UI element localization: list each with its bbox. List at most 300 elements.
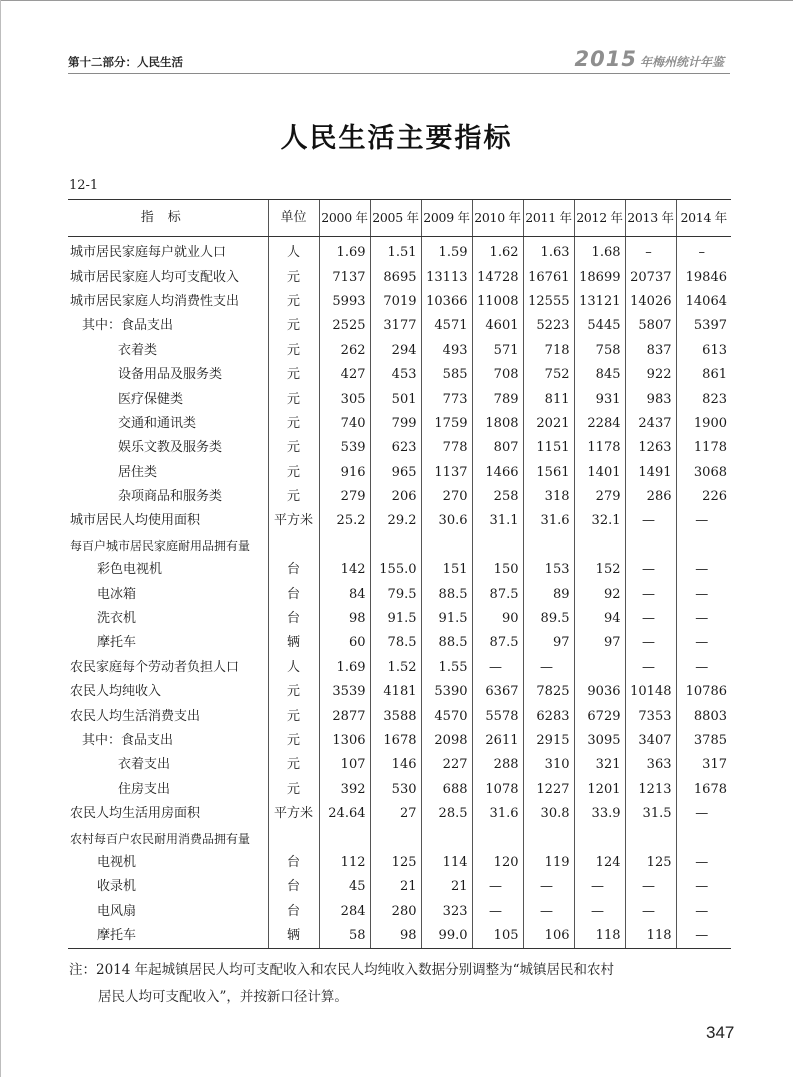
value-cell: 305 xyxy=(319,387,370,411)
value-cell: 1678 xyxy=(676,778,731,802)
value-cell xyxy=(574,826,625,850)
table-row xyxy=(68,237,731,266)
value-cell: 279 xyxy=(574,485,625,509)
unit-cell: 元 xyxy=(268,436,319,460)
table-row xyxy=(68,875,731,899)
value-cell: 288 xyxy=(472,753,523,777)
value-cell: — xyxy=(625,656,676,680)
value-cell: — xyxy=(676,656,731,680)
value-cell xyxy=(676,826,731,850)
value-cell: 1678 xyxy=(370,729,421,753)
value-cell: 90 xyxy=(472,607,523,631)
value-cell: 150 xyxy=(472,558,523,582)
indicator-label: 衣着支出 xyxy=(118,757,171,773)
value-cell: 32.1 xyxy=(574,509,625,533)
indicator-label: 电视机 xyxy=(97,854,137,870)
value-cell: 778 xyxy=(421,436,472,460)
indicator-label: 住房支出 xyxy=(118,781,171,797)
value-cell: 3407 xyxy=(625,729,676,753)
value-cell: 5993 xyxy=(319,290,370,314)
value-cell: 12555 xyxy=(523,290,574,314)
value-cell: — xyxy=(625,558,676,582)
table-row xyxy=(68,363,731,387)
unit-cell: 元 xyxy=(268,753,319,777)
unit-cell: 人 xyxy=(268,237,319,266)
value-cell xyxy=(625,534,676,558)
indicator-label: 城市居民人均使用面积 xyxy=(70,513,201,529)
value-cell: 983 xyxy=(625,387,676,411)
indicator-label: 城市居民家庭人均可支配收入 xyxy=(70,269,240,285)
value-cell: 227 xyxy=(421,753,472,777)
value-cell: 226 xyxy=(676,485,731,509)
table-row xyxy=(68,656,731,680)
value-cell: 2915 xyxy=(523,729,574,753)
header-year: 2009 年 xyxy=(421,200,472,237)
value-cell: — xyxy=(676,875,731,899)
value-cell: 7137 xyxy=(319,265,370,289)
indicator-label: 每百户城市居民家庭耐用品拥有量 xyxy=(70,538,251,553)
value-cell: 453 xyxy=(370,363,421,387)
value-cell: 284 xyxy=(319,900,370,924)
value-cell: 740 xyxy=(319,412,370,436)
value-cell: 279 xyxy=(319,485,370,509)
value-cell: 270 xyxy=(421,485,472,509)
value-cell: 33.9 xyxy=(574,802,625,826)
footnote xyxy=(69,957,734,1011)
value-cell: 11008 xyxy=(472,290,523,314)
unit-cell: 元 xyxy=(268,485,319,509)
unit-cell: 元 xyxy=(268,314,319,338)
value-cell: 58 xyxy=(319,924,370,949)
indicator-label: 电风扇 xyxy=(97,903,137,919)
table-row xyxy=(68,436,731,460)
value-cell: 206 xyxy=(370,485,421,509)
unit-cell xyxy=(268,826,319,850)
indicator-label: 医疗保健类 xyxy=(118,391,184,407)
unit-cell: 台 xyxy=(268,582,319,606)
value-cell: 1.52 xyxy=(370,656,421,680)
value-cell: 92 xyxy=(574,582,625,606)
value-cell: 21 xyxy=(370,875,421,899)
value-cell: 3177 xyxy=(370,314,421,338)
page-border-left xyxy=(0,0,1,1077)
value-cell: 1808 xyxy=(472,412,523,436)
value-cell: 2098 xyxy=(421,729,472,753)
header-year: 2005 年 xyxy=(370,200,421,237)
value-cell: — xyxy=(625,900,676,924)
value-cell: 845 xyxy=(574,363,625,387)
value-cell: 2611 xyxy=(472,729,523,753)
value-cell: 3068 xyxy=(676,461,731,485)
unit-cell: 元 xyxy=(268,387,319,411)
value-cell: 1.59 xyxy=(421,237,472,266)
value-cell: 119 xyxy=(523,851,574,875)
value-cell: 20737 xyxy=(625,265,676,289)
indicator-label: 彩色电视机 xyxy=(97,562,163,578)
value-cell: 1213 xyxy=(625,778,676,802)
value-cell: 98 xyxy=(370,924,421,949)
unit-cell: 人 xyxy=(268,656,319,680)
value-cell: 965 xyxy=(370,461,421,485)
indicator-label: 洗衣机 xyxy=(97,611,137,627)
table-body xyxy=(68,237,731,949)
unit-cell: 元 xyxy=(268,729,319,753)
value-cell: 8695 xyxy=(370,265,421,289)
value-cell: 258 xyxy=(472,485,523,509)
unit-cell: 平方米 xyxy=(268,802,319,826)
value-cell xyxy=(472,826,523,850)
value-cell: 7353 xyxy=(625,704,676,728)
value-cell: 1151 xyxy=(523,436,574,460)
value-cell: — xyxy=(472,900,523,924)
unit-cell: 平方米 xyxy=(268,509,319,533)
value-cell: 4571 xyxy=(421,314,472,338)
value-cell: 4181 xyxy=(370,680,421,704)
value-cell: 1.62 xyxy=(472,237,523,266)
header-year: 2010 年 xyxy=(472,200,523,237)
value-cell: 286 xyxy=(625,485,676,509)
indicator-label: 杂项商品和服务类 xyxy=(118,489,223,505)
value-cell: 2021 xyxy=(523,412,574,436)
value-cell: 5807 xyxy=(625,314,676,338)
indicator-label: 农民人均生活消费支出 xyxy=(70,708,201,724)
value-cell: 14064 xyxy=(676,290,731,314)
unit-cell: 台 xyxy=(268,900,319,924)
indicator-label: 城市居民家庭人均消费性支出 xyxy=(70,293,240,309)
indicator-label: 其中：食品支出 xyxy=(82,733,174,748)
unit-cell: 辆 xyxy=(268,924,319,949)
value-cell: 30.6 xyxy=(421,509,472,533)
value-cell xyxy=(319,826,370,850)
header-year: 2000 年 xyxy=(319,200,370,237)
unit-cell: 元 xyxy=(268,363,319,387)
value-cell: — xyxy=(523,875,574,899)
table-row xyxy=(68,826,731,850)
value-cell: 1.63 xyxy=(523,237,574,266)
header-year: 2014 年 xyxy=(676,200,731,237)
value-cell: 7019 xyxy=(370,290,421,314)
indicator-label: 衣着类 xyxy=(118,342,158,358)
value-cell: 585 xyxy=(421,363,472,387)
value-cell: 6283 xyxy=(523,704,574,728)
table-row xyxy=(68,607,731,631)
header-unit: 单位 xyxy=(268,200,319,237)
indicator-label: 娱乐文教及服务类 xyxy=(118,440,223,456)
table-row xyxy=(68,339,731,363)
value-cell: 688 xyxy=(421,778,472,802)
value-cell: 28.5 xyxy=(421,802,472,826)
value-cell: — xyxy=(676,558,731,582)
unit-cell: 台 xyxy=(268,607,319,631)
indicator-label: 城市居民家庭每户就业人口 xyxy=(70,245,227,261)
table-row xyxy=(68,582,731,606)
value-cell: 539 xyxy=(319,436,370,460)
running-header xyxy=(68,47,730,74)
value-cell: 13121 xyxy=(574,290,625,314)
indicator-label: 摩托车 xyxy=(68,924,268,949)
value-cell: 501 xyxy=(370,387,421,411)
value-cell: 45 xyxy=(319,875,370,899)
value-cell: — xyxy=(676,900,731,924)
value-cell: 89 xyxy=(523,582,574,606)
table-row xyxy=(68,851,731,875)
unit-cell: 元 xyxy=(268,290,319,314)
value-cell: 19846 xyxy=(676,265,731,289)
indicator-label: 农民家庭每个劳动者负担人口 xyxy=(70,659,240,675)
value-cell: 87.5 xyxy=(472,582,523,606)
yearbook-year: 2015 xyxy=(574,47,637,71)
header-year: 2011 年 xyxy=(523,200,574,237)
value-cell: 789 xyxy=(472,387,523,411)
value-cell: 1.51 xyxy=(370,237,421,266)
value-cell: 1.69 xyxy=(319,656,370,680)
value-cell: 14026 xyxy=(625,290,676,314)
unit-cell: 元 xyxy=(268,339,319,363)
value-cell: 10148 xyxy=(625,680,676,704)
value-cell: 3588 xyxy=(370,704,421,728)
value-cell: 773 xyxy=(421,387,472,411)
value-cell: 97 xyxy=(574,631,625,655)
indicator-label: 农民人均纯收入 xyxy=(70,684,162,700)
value-cell: 708 xyxy=(472,363,523,387)
table-row xyxy=(68,290,731,314)
value-cell: 155.0 xyxy=(370,558,421,582)
value-cell xyxy=(421,826,472,850)
value-cell: 916 xyxy=(319,461,370,485)
value-cell: 5397 xyxy=(676,314,731,338)
value-cell xyxy=(523,534,574,558)
value-cell: 87.5 xyxy=(472,631,523,655)
value-cell: 823 xyxy=(676,387,731,411)
value-cell: 112 xyxy=(319,851,370,875)
header-year: 2012 年 xyxy=(574,200,625,237)
value-cell: 125 xyxy=(370,851,421,875)
page-title: 人民生活主要指标 xyxy=(280,123,513,154)
value-cell: 10786 xyxy=(676,680,731,704)
unit-cell: 元 xyxy=(268,680,319,704)
value-cell: 6729 xyxy=(574,704,625,728)
value-cell: 124 xyxy=(574,851,625,875)
header-indicator: 指标 xyxy=(68,200,268,237)
value-cell: 1.69 xyxy=(319,237,370,266)
value-cell: 280 xyxy=(370,900,421,924)
table-row xyxy=(68,265,731,289)
section-label: 第十二部分：人民生活 xyxy=(68,55,183,69)
value-cell: 8803 xyxy=(676,704,731,728)
value-cell xyxy=(421,534,472,558)
value-cell: — xyxy=(472,875,523,899)
table-row xyxy=(68,509,731,533)
value-cell: — xyxy=(676,851,731,875)
value-cell: 24.64 xyxy=(319,802,370,826)
table-row xyxy=(68,729,731,753)
value-cell: 107 xyxy=(319,753,370,777)
value-cell: 493 xyxy=(421,339,472,363)
value-cell: 79.5 xyxy=(370,582,421,606)
value-cell: 4570 xyxy=(421,704,472,728)
value-cell xyxy=(574,534,625,558)
value-cell: 2525 xyxy=(319,314,370,338)
value-cell: 1137 xyxy=(421,461,472,485)
table-row xyxy=(68,485,731,509)
value-cell: 2284 xyxy=(574,412,625,436)
table-row xyxy=(68,534,731,558)
value-cell: 31.6 xyxy=(523,509,574,533)
value-cell: 153 xyxy=(523,558,574,582)
table-row xyxy=(68,778,731,802)
table-row xyxy=(68,631,731,655)
header-year: 2013 年 xyxy=(625,200,676,237)
value-cell: 7825 xyxy=(523,680,574,704)
value-cell: 294 xyxy=(370,339,421,363)
value-cell: — xyxy=(523,656,574,680)
value-cell xyxy=(523,826,574,850)
value-cell xyxy=(370,826,421,850)
value-cell: 118 xyxy=(574,924,625,949)
value-cell: 5390 xyxy=(421,680,472,704)
value-cell: 3785 xyxy=(676,729,731,753)
value-cell: 29.2 xyxy=(370,509,421,533)
value-cell: 60 xyxy=(319,631,370,655)
value-cell: 321 xyxy=(574,753,625,777)
page-border-top xyxy=(0,0,793,1)
indicator-label: 收录机 xyxy=(97,879,137,895)
table-row xyxy=(68,461,731,485)
value-cell xyxy=(676,534,731,558)
indicator-label: 居住类 xyxy=(118,464,158,480)
value-cell: 14728 xyxy=(472,265,523,289)
value-cell: 21 xyxy=(421,875,472,899)
value-cell xyxy=(625,826,676,850)
value-cell: — xyxy=(625,509,676,533)
value-cell: 922 xyxy=(625,363,676,387)
indicator-label: 农村每百户农民耐用消费品拥有量 xyxy=(70,831,251,846)
value-cell: 1.68 xyxy=(574,237,625,266)
value-cell: — xyxy=(625,607,676,631)
value-cell: 3095 xyxy=(574,729,625,753)
value-cell: 118 xyxy=(625,924,676,949)
footnote-line-1: 注：2014 年起城镇居民人均可支配收入和农民人均纯收入数据分别调整为“城镇居民和农村 xyxy=(69,962,615,978)
yearbook-name: 年梅州统计年鉴 xyxy=(639,55,724,69)
value-cell: 623 xyxy=(370,436,421,460)
value-cell: 99.0 xyxy=(421,924,472,949)
value-cell: 317 xyxy=(676,753,731,777)
value-cell: 31.6 xyxy=(472,802,523,826)
value-cell: 861 xyxy=(676,363,731,387)
value-cell: — xyxy=(625,875,676,899)
value-cell: 1401 xyxy=(574,461,625,485)
value-cell: 1078 xyxy=(472,778,523,802)
table-header-row xyxy=(68,200,731,237)
value-cell: 571 xyxy=(472,339,523,363)
value-cell: 142 xyxy=(319,558,370,582)
value-cell: 1900 xyxy=(676,412,731,436)
value-cell: 88.5 xyxy=(421,631,472,655)
unit-cell: 台 xyxy=(268,851,319,875)
value-cell: 530 xyxy=(370,778,421,802)
indicator-label: 农民人均生活用房面积 xyxy=(70,806,201,822)
value-cell: 10366 xyxy=(421,290,472,314)
unit-cell: 辆 xyxy=(268,631,319,655)
value-cell: — xyxy=(472,656,523,680)
value-cell: — xyxy=(574,875,625,899)
unit-cell xyxy=(268,534,319,558)
value-cell: 30.8 xyxy=(523,802,574,826)
value-cell: 427 xyxy=(319,363,370,387)
value-cell: 811 xyxy=(523,387,574,411)
value-cell: — xyxy=(523,900,574,924)
value-cell: 5223 xyxy=(523,314,574,338)
value-cell: 9036 xyxy=(574,680,625,704)
indicator-label: 电冰箱 xyxy=(97,586,137,602)
value-cell: 97 xyxy=(523,631,574,655)
value-cell: 758 xyxy=(574,339,625,363)
indicator-label: 设备用品及服务类 xyxy=(118,367,223,383)
unit-cell: 元 xyxy=(268,412,319,436)
value-cell: 1759 xyxy=(421,412,472,436)
value-cell: 718 xyxy=(523,339,574,363)
indicator-label: 摩托车 xyxy=(97,635,137,651)
value-cell: 98 xyxy=(319,607,370,631)
value-cell: – xyxy=(676,237,731,266)
indicator-label: 其中：食品支出 xyxy=(82,318,174,334)
value-cell: 105 xyxy=(472,924,523,949)
value-cell: 752 xyxy=(523,363,574,387)
value-cell: 89.5 xyxy=(523,607,574,631)
value-cell: 1178 xyxy=(574,436,625,460)
value-cell: 16761 xyxy=(523,265,574,289)
value-cell: 6367 xyxy=(472,680,523,704)
value-cell: 1227 xyxy=(523,778,574,802)
value-cell: 310 xyxy=(523,753,574,777)
value-cell xyxy=(472,534,523,558)
table-row xyxy=(68,412,731,436)
value-cell: 94 xyxy=(574,607,625,631)
value-cell: 151 xyxy=(421,558,472,582)
value-cell: 91.5 xyxy=(421,607,472,631)
table-number: 12-1 xyxy=(69,178,99,193)
value-cell: 125 xyxy=(625,851,676,875)
value-cell: 91.5 xyxy=(370,607,421,631)
value-cell: 262 xyxy=(319,339,370,363)
value-cell: 613 xyxy=(676,339,731,363)
value-cell: 1201 xyxy=(574,778,625,802)
page-number: 347 xyxy=(706,1023,735,1042)
value-cell: — xyxy=(676,509,731,533)
value-cell: 2877 xyxy=(319,704,370,728)
value-cell: 363 xyxy=(625,753,676,777)
value-cell: — xyxy=(676,631,731,655)
unit-cell: 元 xyxy=(268,704,319,728)
value-cell: 1561 xyxy=(523,461,574,485)
table-row xyxy=(68,387,731,411)
value-cell: 1306 xyxy=(319,729,370,753)
value-cell: 931 xyxy=(574,387,625,411)
value-cell: 1178 xyxy=(676,436,731,460)
value-cell xyxy=(319,534,370,558)
value-cell: 31.5 xyxy=(625,802,676,826)
value-cell: — xyxy=(676,607,731,631)
value-cell: 1466 xyxy=(472,461,523,485)
value-cell: 318 xyxy=(523,485,574,509)
value-cell: 5445 xyxy=(574,314,625,338)
table-row xyxy=(68,558,731,582)
unit-cell: 元 xyxy=(268,778,319,802)
value-cell xyxy=(370,534,421,558)
unit-cell: 元 xyxy=(268,461,319,485)
value-cell: 1491 xyxy=(625,461,676,485)
value-cell: 3539 xyxy=(319,680,370,704)
